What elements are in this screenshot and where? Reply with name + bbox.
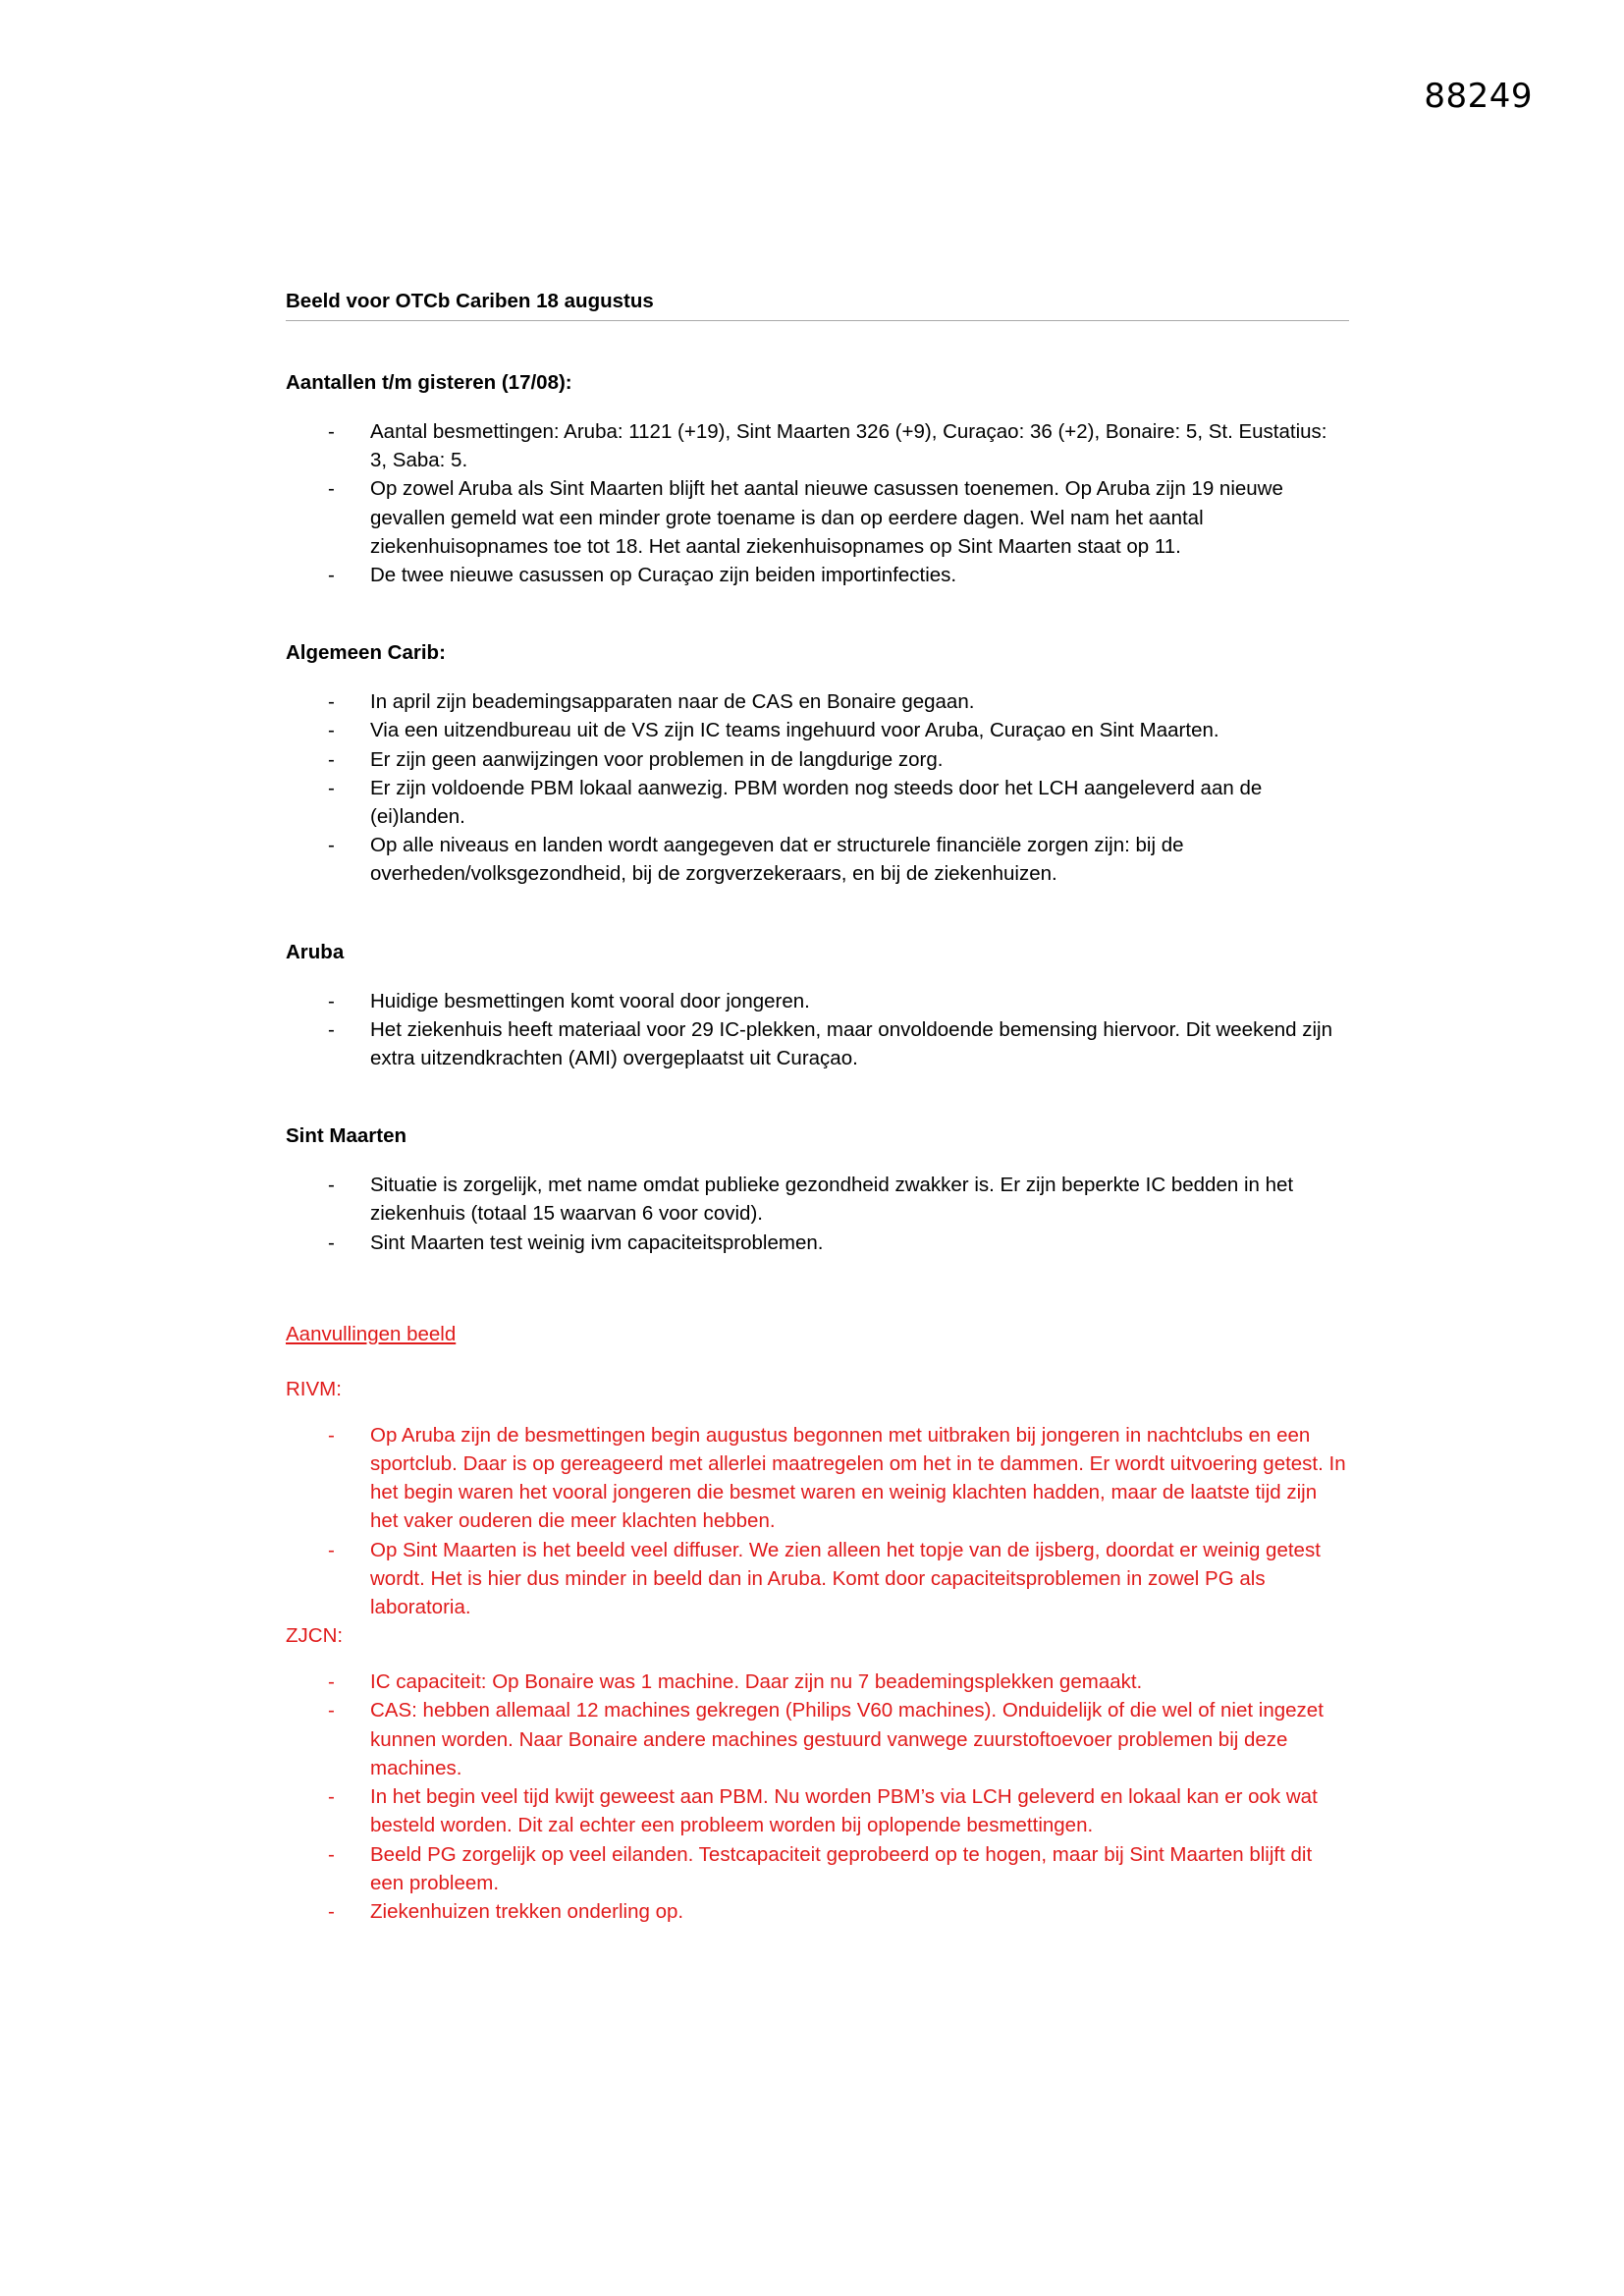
document-number: 88249 xyxy=(1424,77,1533,116)
zjcn-list xyxy=(286,1667,1349,1926)
document-body xyxy=(286,285,1349,1926)
list-item: - IC capaciteit: Op Bonaire was 1 machine. Daar zijn nu 7 beademingsplekken gemaakt. xyxy=(286,1667,1349,1696)
list-item: - Via een uitzendbureau uit de VS zijn IC teams ingehuurd voor Aruba, Curaçao en Sint Maarten. xyxy=(286,716,1349,744)
aantallen-list xyxy=(286,417,1349,589)
document-title: Beeld voor OTCb Cariben 18 augustus xyxy=(286,285,1349,321)
list-item: - Er zijn geen aanwijzingen voor problemen in de langdurige zorg. xyxy=(286,745,1349,774)
list-item: - CAS: hebben allemaal 12 machines gekregen (Philips V60 machines). Onduidelijk of die wel of niet ingezet kunnen worden. Naar Bonaire andere machines gestuurd vanwege zuurstoftoevoer problemen bij deze machines. xyxy=(286,1696,1349,1782)
algemeen-list xyxy=(286,687,1349,888)
list-item: - Sint Maarten test weinig ivm capaciteitsproblemen. xyxy=(286,1229,1349,1257)
rivm-label: RIVM: xyxy=(286,1377,342,1400)
aruba-list xyxy=(286,987,1349,1073)
section-heading-aruba: Aruba xyxy=(286,940,345,963)
section-heading-sint-maarten: Sint Maarten xyxy=(286,1124,407,1148)
list-item: - Beeld PG zorgelijk op veel eilanden. Testcapaciteit geprobeerd op te hogen, maar bij Sint Maarten blijft dit een probleem. xyxy=(286,1840,1349,1897)
list-item: - Op zowel Aruba als Sint Maarten blijft het aantal nieuwe casussen toenemen. Op Aruba zijn 19 nieuwe gevallen gemeld wat een minder grote toename is dan op eerdere dagen. Wel nam het aantal ziekenhuisopnames toe tot 18. Het aantal ziekenhuisopnames op Sint Maarten staat op 11. xyxy=(286,474,1349,561)
list-item: - Het ziekenhuis heeft materiaal voor 29 IC-plekken, maar onvoldoende bemensing hiervoor. Dit weekend zijn extra uitzendkrachten (AMI) overgeplaatst uit Curaçao. xyxy=(286,1015,1349,1072)
list-item: - Op Aruba zijn de besmettingen begin augustus begonnen met uitbraken bij jongeren in nachtclubs en een sportclub. Daar is op gereageerd met allerlei maatregelen om het in te dammen. Er wordt uitvoering getest. In het begin waren het vooral jongeren die besmet waren en weinig klachten hadden, maar de laatste tijd zijn het vaker ouderen die meer klachten hebben. xyxy=(286,1421,1349,1536)
list-item: - Huidige besmettingen komt vooral door jongeren. xyxy=(286,987,1349,1015)
section-heading-algemeen: Algemeen Carib: xyxy=(286,641,446,665)
list-item: - Aantal besmettingen: Aruba: 1121 (+19), Sint Maarten 326 (+9), Curaçao: 36 (+2), Bonaire: 5, St. Eustatius: 3, Saba: 5. xyxy=(286,417,1349,474)
list-item: - Op alle niveaus en landen wordt aangegeven dat er structurele financiële zorgen zijn: bij de overheden/volksgezondheid, bij de zorgverzekeraars, en bij de ziekenhuizen. xyxy=(286,831,1349,888)
list-item: - Op Sint Maarten is het beeld veel diffuser. We zien alleen het topje van de ijsberg, doordat er weinig getest wordt. Het is hier dus minder in beeld dan in Aruba. Komt door capaciteitsproblemen in zowel PG als laboratoria. xyxy=(286,1536,1349,1622)
list-item: - In het begin veel tijd kwijt geweest aan PBM. Nu worden PBM’s via LCH geleverd en lokaal kan er ook wat besteld worden. Dit zal echter een probleem worden bij oplopende besmettingen. xyxy=(286,1782,1349,1839)
list-item: - In april zijn beademingsapparaten naar de CAS en Bonaire gegaan. xyxy=(286,687,1349,716)
list-item: - Er zijn voldoende PBM lokaal aanwezig. PBM worden nog steeds door het LCH aangeleverd aan de (ei)landen. xyxy=(286,774,1349,831)
zjcn-label: ZJCN: xyxy=(286,1624,344,1648)
aanvullingen-title: Aanvullingen beeld xyxy=(286,1322,457,1345)
rivm-list xyxy=(286,1421,1349,1621)
sint-maarten-list xyxy=(286,1171,1349,1257)
section-heading-aantallen: Aantallen t/m gisteren (17/08): xyxy=(286,371,572,394)
list-item: - Situatie is zorgelijk, met name omdat publieke gezondheid zwakker is. Er zijn beperkte IC bedden in het ziekenhuis (totaal 15 waarvan 6 voor covid). xyxy=(286,1171,1349,1228)
list-item: - De twee nieuwe casussen op Curaçao zijn beiden importinfecties. xyxy=(286,561,1349,589)
list-item: - Ziekenhuizen trekken onderling op. xyxy=(286,1897,1349,1926)
